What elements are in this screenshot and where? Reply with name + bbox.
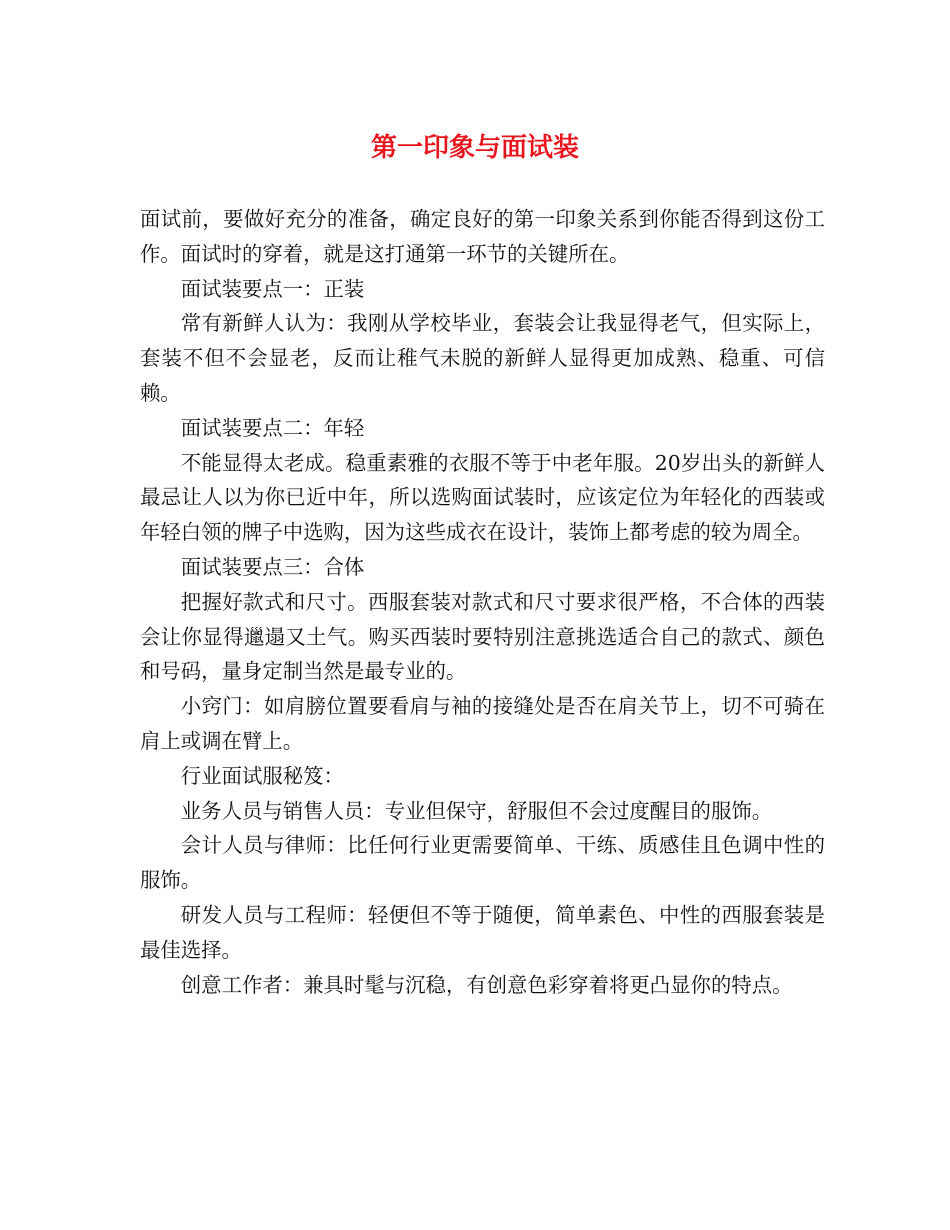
document-title: 第一印象与面试装 <box>370 133 579 163</box>
paragraph-intro: 面试前，要做好充分的准备，确定良好的第一印象关系到你能否得到这份工作。面试时的穿着，就是这打通第一环节的关键所在。 <box>140 207 825 266</box>
paragraph-creative: 创意工作者：兼具时髦与沉稳，有创意色彩穿着将更凸显你的特点。 <box>180 972 793 997</box>
section-heading-formal: 面试装要点一：正装 <box>180 276 365 301</box>
section-heading-fit: 面试装要点三：合体 <box>180 554 365 579</box>
section-heading-young: 面试装要点二：年轻 <box>180 415 365 440</box>
paragraph-engineering: 研发人员与工程师：轻便但不等于随便，简单素色、中性的西服套装是最佳选择。 <box>140 902 825 962</box>
paragraph-fit: 把握好款式和尺寸。西服套装对款式和尺寸要求很严格，不合体的西装会让你显得邋遢又土气。购买西装时要特别注意挑选适合自己的款式、颜色和号码，量身定制当然是最专业的。 <box>140 589 825 684</box>
document-body <box>140 202 825 1002</box>
paragraph-formal: 常有新鲜人认为：我刚从学校毕业，套装会让我显得老气，但实际上，套装不但不会显老，反而让稚气未脱的新鲜人显得更加成熟、稳重、可信赖。 <box>140 311 825 405</box>
paragraph-accounting: 会计人员与律师：比任何行业更需要简单、干练、质感佳且色调中性的服饰。 <box>140 833 825 893</box>
paragraph-young: 不能显得太老成。稳重素雅的衣服不等于中老年服。20岁出头的新鲜人最忌让人以为你已近中年，所以选购面试装时，应该定位为年轻化的西装或年轻白领的牌子中选购，因为这些成衣在设计，装饰上都考虑的较为周全。 <box>140 450 825 545</box>
paragraph-sales: 业务人员与销售人员：专业但保守，舒服但不会过度醒目的服饰。 <box>180 798 773 823</box>
paragraph-tip: 小窍门：如肩膀位置要看肩与袖的接缝处是否在肩关节上，切不可骑在肩上或调在臂上。 <box>140 694 825 753</box>
section-heading-industry: 行业面试服秘笈： <box>180 763 344 788</box>
